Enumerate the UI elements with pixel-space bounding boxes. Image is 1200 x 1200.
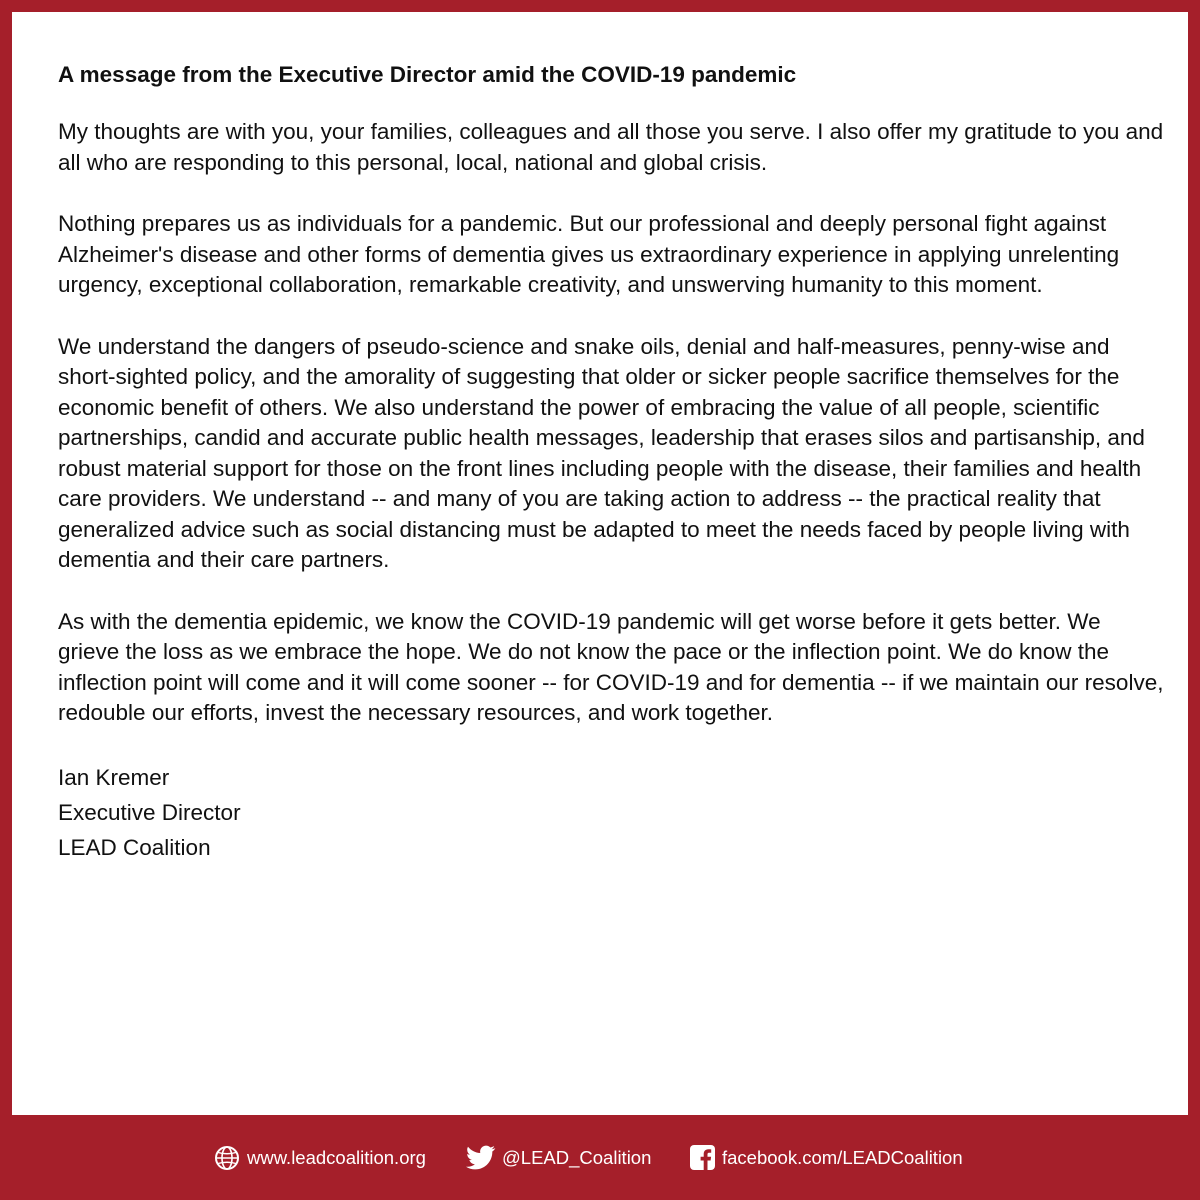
letter-paragraph-1: My thoughts are with you, your families, colleagues and all those you serve. I also offer my gratitude to you and all who are responding to this personal, local, national and global crisis. xyxy=(58,119,1164,175)
footer-website-link[interactable] xyxy=(213,1115,426,1200)
signature-title: Executive Director xyxy=(58,799,241,825)
footer-twitter-label: @LEAD_Coalition xyxy=(502,1146,652,1168)
letter-content xyxy=(58,60,1168,865)
globe-icon xyxy=(213,1144,241,1172)
twitter-bird-icon xyxy=(466,1145,496,1171)
footer-website-label: www.leadcoalition.org xyxy=(247,1146,426,1168)
footer-facebook-link[interactable] xyxy=(689,1115,963,1200)
letter-paragraph-4: As with the dementia epidemic, we know the COVID-19 pandemic will get worse before it gets better. We grieve the loss as we embrace the hope. We do not know the pace or the inflection point. We do know the inflection point will come and it will come sooner -- for COVID-19 and for dementia -- if we maintain our resolve, redouble our efforts, invest the necessary resources, and work together. xyxy=(58,608,1164,725)
footer-twitter-link[interactable] xyxy=(466,1115,651,1200)
signature-name: Ian Kremer xyxy=(58,764,170,790)
letter-paragraph-2: Nothing prepares us as individuals for a pandemic. But our professional and deeply personal fight against Alzheimer's disease and other forms of dementia gives us extraordinary experience in applying unrelenting urgency, exceptional collaboration, remarkable creativity, and unswerving humanity to this moment. xyxy=(58,211,1120,297)
signature-block xyxy=(58,760,1168,865)
letter-panel xyxy=(12,12,1188,1115)
letter-paragraph-3: We understand the dangers of pseudo-science and snake oils, denial and half-measures, penny-wise and short-sighted policy, and the amorality of suggesting that older or sicker people sacrifice themselves for the economic benefit of others. We also understand the power of embracing the value of all people, scientific partnerships, candid and accurate public health messages, leadership that erases silos and partisanship, and robust material support for those on the front lines including people with the disease, their families and health care providers. We understand -- and many of you are taking action to address -- the practical reality that generalized advice such as social distancing must be adapted to meet the needs faced by people living with dementia and their care partners. xyxy=(58,333,1145,572)
footer-facebook-label: facebook.com/LEADCoalition xyxy=(722,1146,963,1168)
letter-heading: A message from the Executive Director amid the COVID-19 pandemic xyxy=(58,62,797,87)
signature-organization: LEAD Coalition xyxy=(58,834,211,860)
facebook-icon xyxy=(689,1144,716,1171)
footer-bar xyxy=(0,1115,1200,1200)
